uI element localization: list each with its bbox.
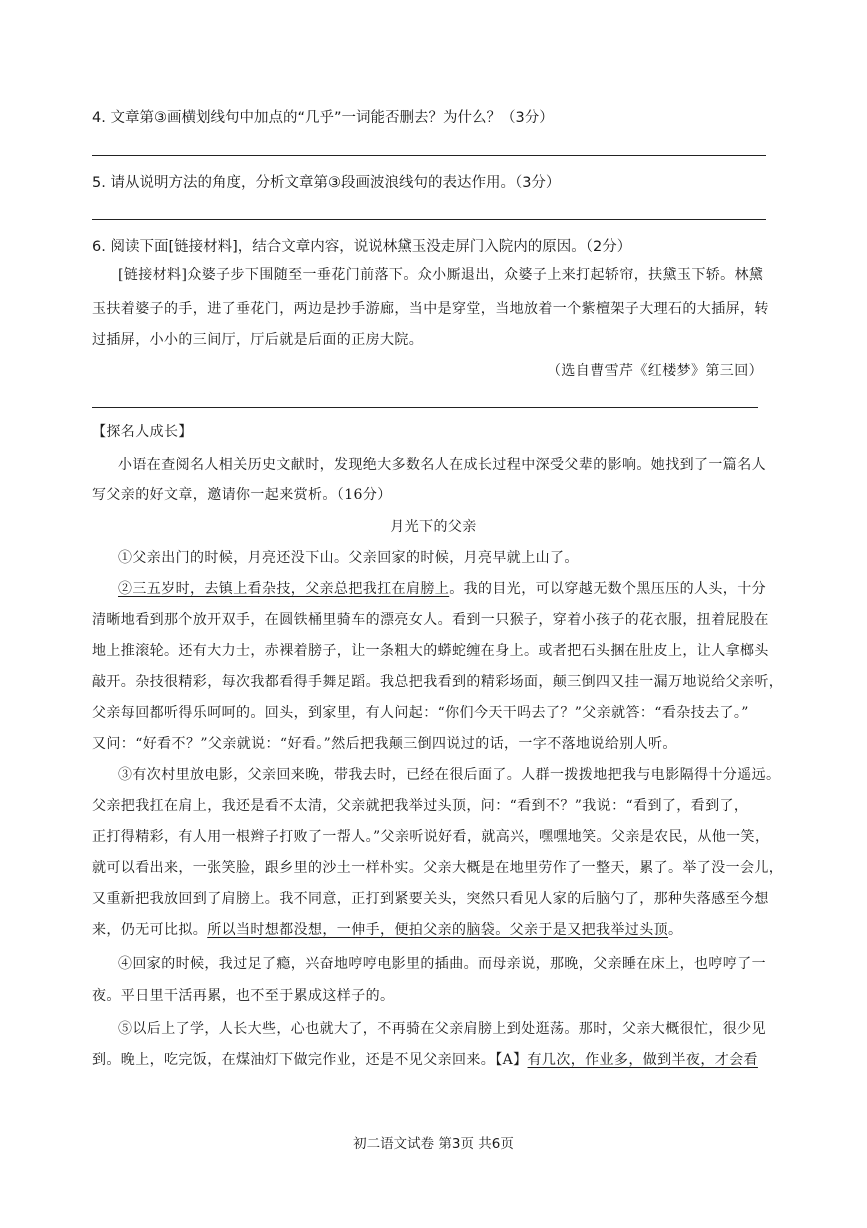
link-material-line-3: 过插屏，小小的三间厅，厅后就是后面的正房大院。 [92,332,424,348]
article-paragraph-3-line-5: 又重新把我放回到了肩膀上。我不同意，正打到紧要关头，突然只看见人家的后脑勺了，那种失落感至今想 [92,891,769,907]
article-paragraph-3-line-4: 就可以看出来，一张笑脸，跟乡里的沙土一样朴实。父亲大概是在地里劳作了一整天，累了。举了没一会儿， [92,860,784,876]
answer-line-q6 [92,407,758,408]
link-material-source: （选自曹雪芹《红楼梦》第三回） [547,363,763,379]
p5-l2-start: 到。晚上，吃完饭，在煤油灯下做完作业，还是不见父亲回来。【A】 [92,1052,528,1068]
article-paragraph-3-line-1: ③有次村里放电影，父亲回来晚，带我去时，已经在很后面了。人群一拨拨地把我与电影隔得十分遥远。 [118,767,781,783]
article-paragraph-3-line-6 [92,923,682,937]
underlined-sentence-a: 有几次，作业多，做到半夜，才会看 [527,1052,758,1068]
p3-l6-start: 来，仍无可比拟。 [92,922,208,938]
article-paragraph-4-line-2: 夜。平日里干活再累，也不至于累成这样子的。 [92,988,395,1004]
article-paragraph-1: ①父亲出门的时候，月亮还没下山。父亲回家的时候，月亮早就上山了。 [118,550,579,566]
link-material-line-1: [链接材料]众婆子步下围随至一垂花门前落下。众小厮退出，众婆子上来打起轿帘，扶黛玉下轿。林黛 [118,267,764,283]
p3-l6-end: 。 [668,922,683,938]
article-paragraph-2-line-3: 地上推滚轮。还有大力士，赤裸着膀子，让一条粗大的蟒蛇缠在身上。或者把石头捆在肚皮上，让人拿榔头 [92,643,769,659]
question-5: 5. 请从说明方法的角度，分析文章第③段画波浪线句的表达作用。（3分） [92,175,561,191]
article-paragraph-3-line-2: 父亲把我扛在肩上，我还是看不太清，父亲就把我举过头顶，问：“看到不？”我说：“看到了，看到了， [92,798,749,814]
article-paragraph-2-line-5: 父亲每回都听得乐呵呵的。回头，到家里，有人问起：“你们今天干吗去了？”父亲就答：“看杂技去了。” [92,705,749,721]
section-header: 【探名人成长】 [92,424,193,440]
article-title: 月光下的父亲 [390,519,477,535]
article-paragraph-5-line-1: ⑤以后上了学，人长大些，心也就大了，不再骑在父亲肩膀上到处逛荡。那时，父亲大概很忙，很少见 [118,1021,766,1037]
article-paragraph-2-line-2: 清晰地看到那个放开双手，在圆铁桶里骑车的漂亮女人。看到一只猴子，穿着小孩子的花衣服，扭着屁股在 [92,612,769,628]
section-intro-line-1: 小语在查阅名人相关历史文献时，发现绝大多数名人在成长过程中深受父辈的影响。她找到了一篇名人 [118,457,766,473]
article-paragraph-2-line-1 [118,582,766,596]
underlined-sentence-3: 所以当时想都没想，一伸手，便拍父亲的脑袋。父亲于是又把我举过头顶 [207,922,669,938]
article-paragraph-2-line-4: 敲开。杂技很精彩，每次我都看得手舞足蹈。我总把我看到的精彩场面，颠三倒四又挂一漏万地说给父亲听， [92,674,784,690]
page-footer: 初二语文试卷 第3页 共6页 [353,1136,514,1152]
p2-rest: 。我的目光，可以穿越无数个黑压压的人头，十分 [449,581,767,597]
article-paragraph-4-line-1: ④回家的时候，我过足了瘾，兴奋地哼哼电影里的插曲。而母亲说，那晚，父亲睡在床上，也哼哼了一 [118,956,766,972]
question-4: 4. 文章第③画横划线句中加点的“几乎”一词能否删去？为什么？（3分） [92,110,554,126]
answer-line-q5 [92,219,766,220]
link-material-line-2: 玉扶着婆子的手，进了垂花门，两边是抄手游廊，当中是穿堂，当地放着一个紫檀架子大理石的大插屏，转 [92,301,769,317]
underlined-sentence-2: ②三五岁时，去镇上看杂技，父亲总把我扛在肩膀上 [118,581,450,597]
answer-line-q4 [92,155,766,156]
section-intro-line-2: 写父亲的好文章，邀请你一起来赏析。（16分） [92,487,392,503]
article-paragraph-3-line-3: 正打得精彩，有人用一根辫子打败了一帮人。”父亲听说好看，就高兴，嘿嘿地笑。父亲是农民，从他一笑， [92,829,770,845]
question-6: 6. 阅读下面[链接材料]，结合文章内容，说说林黛玉没走屏门入院内的原因。（2分） [92,239,632,255]
article-paragraph-5-line-2 [92,1053,758,1067]
article-paragraph-2-line-6: 又问：“好看不？”父亲就说：“好看。”然后把我颠三倒四说过的话，一字不落地说给别人听。 [92,736,677,752]
